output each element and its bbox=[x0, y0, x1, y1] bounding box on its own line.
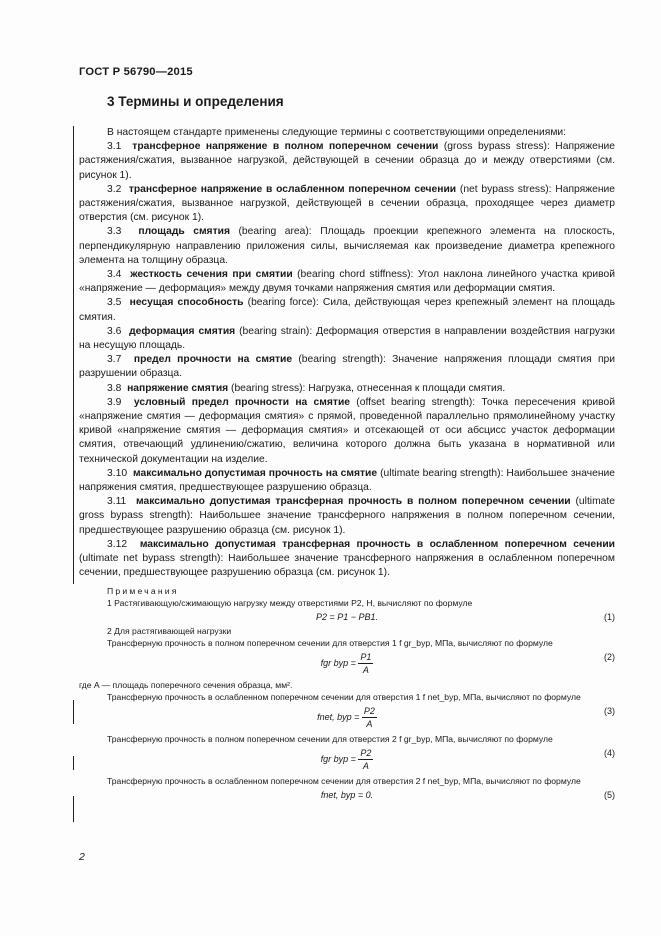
term-definition: (bearing strain): Деформация отверстия в направлении воздействия нагрузки на несущую площадь. bbox=[79, 325, 615, 352]
formula-3-lhs: fnet, byp = bbox=[317, 711, 360, 722]
term-name: максимально допустимая трансферная прочность в ослабленном поперечном сечении bbox=[139, 538, 615, 550]
term-definition: (ultimate net bypass strength): Наибольшее значение трансферного напряжения в ослабленном поперечном сечении, предшествующее разрушению образца (см. рисунок 1). bbox=[79, 553, 615, 579]
formula-3-denominator: A bbox=[366, 719, 373, 729]
term-definition: (ultimate bearing strength): Наибольшее значение напряжения смятия, предшествующее разрушению образца. bbox=[79, 467, 615, 494]
formula-2-numerator: P1 bbox=[360, 652, 372, 662]
formula-5-number: (5) bbox=[604, 790, 615, 800]
term-number: 3.11 bbox=[107, 496, 127, 508]
term-entry bbox=[79, 140, 615, 183]
term-definition: (bearing stress): Нагрузка, отнесенная к площади смятия. bbox=[228, 382, 506, 394]
term-name: максимально допустимая трансферная прочность в полном поперечном сечении bbox=[136, 496, 571, 508]
term-entry bbox=[79, 382, 615, 396]
section-title: 3 Термины и определения bbox=[107, 94, 284, 109]
term-entry bbox=[79, 353, 615, 381]
formula-2-fraction bbox=[358, 651, 373, 676]
revision-bar bbox=[73, 126, 74, 584]
term-entry bbox=[79, 296, 615, 324]
formula-4-fraction bbox=[358, 747, 373, 772]
formula-5 bbox=[79, 787, 615, 803]
note-4-paragraph: Трансферную прочность в полном поперечном сечении для отверстия 2 f gr_byp, МПа, вычисляют по формуле bbox=[107, 734, 553, 744]
term-number: 3.9 bbox=[107, 396, 122, 408]
term-name: напряжение смятия bbox=[127, 382, 229, 394]
formula-4-numerator: P2 bbox=[360, 748, 372, 758]
term-number: 3.12 bbox=[107, 538, 128, 550]
note-2-paragraph: Трансферную прочность в полном поперечном сечении для отверстия 1 f gr_byp, МПа, вычисляют по формуле bbox=[107, 638, 553, 648]
formula-1-expression: P2 = P1 − PB1. bbox=[315, 612, 379, 622]
term-name: жесткость сечения при смятии bbox=[130, 269, 293, 281]
term-number: 3.7 bbox=[107, 354, 122, 366]
term-name: площадь смятия bbox=[138, 226, 230, 238]
formula-5-expression: fnet, byp = 0. bbox=[320, 790, 374, 800]
term-definition: (bearing strength): Значение напряжения площади смятия при разрушении образца. bbox=[79, 354, 615, 380]
formula-2-denominator: A bbox=[362, 665, 369, 675]
revision-bar bbox=[73, 756, 74, 770]
revision-bar bbox=[73, 700, 74, 724]
term-definition: (gross bypass stress): Напряжение растяжения/сжатия, вызванное нагрузкой, действующей в сечении образца до и между отверстиями (см. рисунок 1). bbox=[79, 141, 615, 181]
notes-heading: Примечания bbox=[107, 586, 179, 596]
term-name: трансферное напряжение в полном поперечном сечении bbox=[132, 141, 439, 153]
term-definition: (ultimate gross bypass strength): Наибольшее значение трансферного напряжения в полном поперечном сечении, предшествующее разрушению образца (см. рисунок 1). bbox=[79, 496, 615, 536]
note-1-text: 1 Растягивающую/сжимающую нагрузку между отверстиями P2, Н, вычисляют по формуле bbox=[107, 598, 473, 608]
term-number: 3.2 bbox=[107, 183, 122, 195]
term-number: 3.1 bbox=[107, 141, 122, 153]
term-entry bbox=[79, 225, 615, 268]
term-definition: (bearing force): Сила, действующая через крепежный элемент на площадь смятия. bbox=[79, 297, 616, 323]
term-definition: (bearing chord stiffness): Угол наклона линейного участка кривой «напряжение — деформация» между двумя точками напряжения смятия или деформации смятия. bbox=[79, 269, 615, 295]
page-number: 2 bbox=[79, 851, 85, 863]
term-entry bbox=[79, 495, 615, 538]
formula-3-fraction bbox=[362, 705, 377, 730]
term-entry bbox=[79, 268, 615, 296]
formula-2-number: (2) bbox=[604, 652, 615, 662]
term-name: предел прочности на смятие bbox=[133, 354, 293, 366]
notes-block bbox=[79, 585, 615, 803]
term-entry bbox=[79, 325, 615, 353]
intro-paragraph: В настоящем стандарте применены следующие термины с соответствующими определениями: bbox=[107, 127, 567, 138]
formula-4-denominator: A bbox=[362, 761, 369, 771]
note-2-text: 2 Для растягивающей нагрузки bbox=[107, 626, 232, 636]
term-number: 3.10 bbox=[107, 467, 128, 479]
formula-1 bbox=[79, 609, 615, 625]
where-clause: где A — площадь поперечного сечения образца, мм². bbox=[79, 680, 293, 690]
term-number: 3.4 bbox=[107, 269, 122, 281]
term-entry bbox=[79, 183, 615, 226]
term-number: 3.6 bbox=[107, 325, 122, 337]
note-5-paragraph: Трансферную прочность в ослабленном поперечном сечении для отверстия 2 f net_byp, МПа, вычисляют по формуле bbox=[107, 776, 581, 786]
formula-2-lhs: fgr byp = bbox=[320, 657, 356, 668]
formula-2 bbox=[79, 649, 615, 679]
term-number: 3.8 bbox=[107, 382, 122, 394]
term-definition: (net bypass stress): Напряжение растяжения/сжатия, вызванное нагрузкой, действующей в сечении образца, проходящее через диаметр отверстия (см. рисунок 1). bbox=[79, 183, 615, 224]
term-definition: (offset bearing strength): Точка пересечения кривой «напряжение смятия — деформация смятия» с прямой, проведенной параллельно прямолинейному участку кривой «напряжение смятия — деформация смятия» и отсекающей от оси абсцисс участок деформации смятия, отвечающий удлинению/сжатию, величина которого должна быть указана в нормативной или технической документации на изделие. bbox=[79, 396, 615, 465]
term-definition: (bearing area): Площадь проекции крепежного элемента на плоскость, перпендикулярную направлению приложения силы, вычисляемая как произведение диаметра крепежного элемента на толщину образца. bbox=[79, 226, 615, 266]
formula-4-number: (4) bbox=[604, 748, 615, 758]
formula-3-numerator: P2 bbox=[363, 706, 375, 716]
term-entry bbox=[79, 396, 615, 467]
formula-1-number: (1) bbox=[604, 612, 615, 622]
formula-3-number: (3) bbox=[604, 706, 615, 716]
term-number: 3.5 bbox=[107, 297, 122, 309]
term-entry bbox=[79, 467, 615, 495]
formula-4 bbox=[79, 745, 615, 775]
term-entry bbox=[79, 538, 615, 581]
note-3-paragraph: Трансферную прочность в ослабленном поперечном сечении для отверстия 1 f net_byp, МПа, вычисляют по формуле bbox=[107, 692, 581, 702]
term-name: максимально допустимая прочность на смятие bbox=[133, 467, 378, 479]
term-name: трансферное напряжение в ослабленном поперечном сечении bbox=[128, 183, 457, 195]
term-name: несущая способность bbox=[129, 297, 244, 309]
formula-3 bbox=[79, 703, 615, 733]
formula-4-lhs: fgr byp = bbox=[320, 753, 356, 764]
term-number: 3.3 bbox=[107, 226, 122, 238]
document-header: ГОСТ Р 56790—2015 bbox=[79, 66, 193, 78]
term-name: условный предел прочности на смятие bbox=[133, 396, 351, 408]
revision-bar bbox=[73, 796, 74, 822]
definitions-body bbox=[79, 126, 615, 581]
term-name: деформация смятия bbox=[129, 325, 236, 337]
